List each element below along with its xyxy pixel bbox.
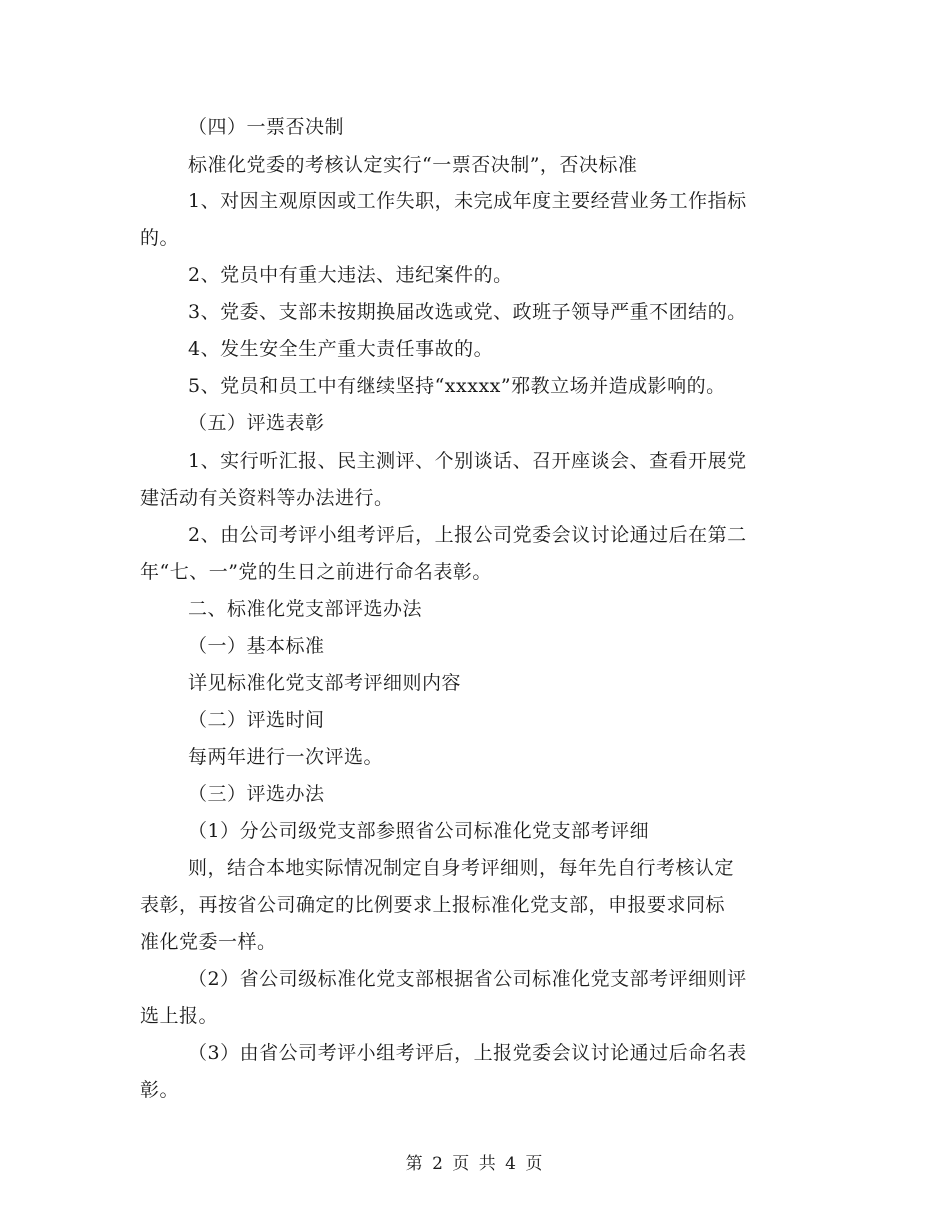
paragraph-line: （2）省公司级标准化党支部根据省公司标准化党支部考评细则评 — [188, 968, 747, 990]
paragraph-line: 选上报。 — [140, 1005, 219, 1027]
paragraph-line: 4、发生安全生产重大责任事故的。 — [188, 338, 494, 360]
paragraph-line: 建活动有关资料等办法进行。 — [140, 487, 394, 509]
paragraph-line: （1）分公司级党支部参照省公司标准化党支部考评细 — [188, 820, 650, 842]
page-number-footer: 第 2 页 共 4 页 — [405, 1154, 545, 1174]
subheading-selection-time: （二）评选时间 — [188, 709, 325, 731]
subheading-basic-standard: （一）基本标准 — [188, 635, 325, 657]
paragraph-line: 年“七、一”党的生日之前进行命名表彰。 — [140, 561, 492, 583]
paragraph-line: 详见标准化党支部考评细则内容 — [188, 672, 462, 694]
paragraph-line: 5、党员和员工中有继续坚持“xxxxx”邪教立场并造成影响的。 — [188, 375, 726, 397]
paragraph-line: 1、对因主观原因或工作失职，未完成年度主要经营业务工作指标 — [188, 190, 747, 212]
paragraph-line: 彰。 — [140, 1079, 180, 1101]
section-heading: 二、标准化党支部评选办法 — [188, 598, 423, 620]
paragraph-line: 准化党委一样。 — [140, 931, 277, 953]
paragraph-line: 2、由公司考评小组考评后，上报公司党委会议讨论通过后在第二 — [188, 524, 747, 546]
paragraph-line: （3）由省公司考评小组考评后，上报党委会议讨论通过后命名表 — [188, 1042, 747, 1064]
paragraph-line: 的。 — [140, 227, 180, 249]
paragraph-line: 2、党员中有重大违法、违纪案件的。 — [188, 264, 513, 286]
paragraph-line: 则，结合本地实际情况制定自身考评细则，每年先自行考核认定 — [188, 857, 735, 879]
paragraph-line: 表彰，再按省公司确定的比例要求上报标准化党支部，申报要求同标 — [140, 894, 726, 916]
heading-veto: （四）一票否决制 — [188, 116, 345, 138]
paragraph-line: 3、党委、支部未按期换届改选或党、政班子领导严重不团结的。 — [188, 301, 747, 323]
subheading-selection-method: （三）评选办法 — [188, 783, 325, 805]
paragraph-line: 1、实行听汇报、民主测评、个别谈话、召开座谈会、查看开展党 — [188, 450, 747, 472]
paragraph-line: 标准化党委的考核认定实行“一票否决制”，否决标准 — [188, 154, 638, 176]
heading-awards: （五）评选表彰 — [188, 412, 325, 434]
paragraph-line: 每两年进行一次评选。 — [188, 746, 384, 768]
